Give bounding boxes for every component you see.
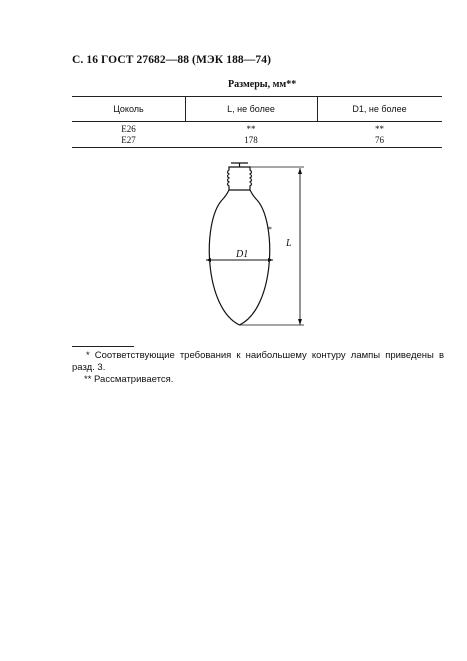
lamp-drawing — [190, 160, 320, 335]
table-header-rule — [72, 121, 442, 122]
table-cell-base-2: E27 — [121, 135, 136, 145]
table-cell-length-1: ** — [246, 124, 256, 134]
lamp-base — [228, 167, 252, 190]
d1-label: D1 — [236, 249, 249, 260]
l-label: L — [286, 238, 292, 249]
table-bottom-rule — [72, 147, 442, 148]
lamp-neck — [222, 190, 257, 200]
lamp-bulb — [209, 200, 269, 325]
column-header-base: Цоколь — [113, 104, 144, 114]
table-cell-base-1: E26 — [121, 124, 136, 134]
column-header-length: L, не более — [227, 104, 275, 114]
table-caption: Размеры, мм** — [228, 79, 297, 90]
table-cell-length-2: 178 — [244, 135, 258, 145]
footnote-separator — [72, 346, 134, 347]
footnote-1: * Соответствующие требования к наибольшему контуру лампы приведены в разд. 3. — [72, 350, 444, 373]
footnote-2: ** Рассматривается. — [84, 374, 174, 385]
table-cell-diameter-2: 76 — [375, 135, 384, 145]
dimensions-table — [72, 96, 442, 148]
table-top-rule — [72, 96, 442, 97]
table-cell-diameter-1: ** — [375, 124, 384, 134]
page-header: С. 16 ГОСТ 27682—88 (МЭК 188—74) — [72, 54, 271, 66]
contour-footnote-mark: * — [268, 225, 272, 234]
column-header-diameter: D1, не более — [352, 104, 407, 114]
